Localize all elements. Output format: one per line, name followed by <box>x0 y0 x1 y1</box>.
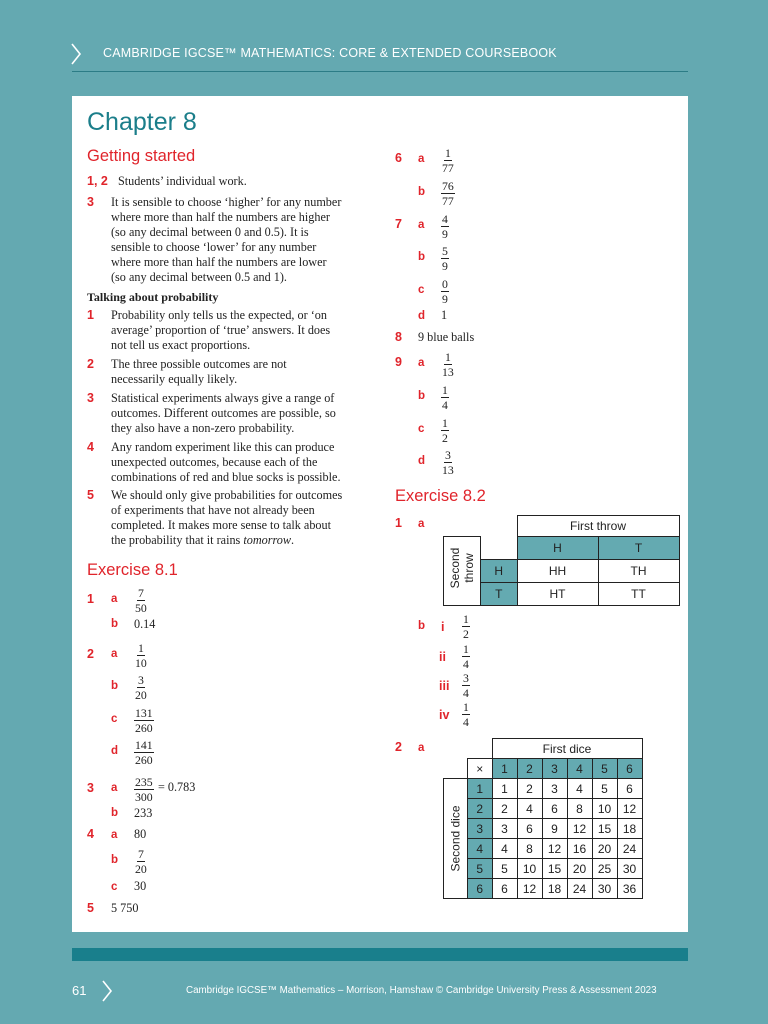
answer-paragraph: Statistical experiments always give a range of outcomes. Different outcomes are possible, so they also have a non-zero probability. <box>111 391 336 435</box>
fraction: $\frac{5}{9}$ <box>442 244 448 273</box>
getting-started-heading: Getting started <box>87 147 196 165</box>
table-cell: 18 <box>617 819 642 839</box>
answer-value: 30 <box>134 879 147 893</box>
table-cell: 6 <box>517 819 542 839</box>
side-header: Second throw <box>444 537 481 606</box>
table-cell: 4 <box>492 839 517 859</box>
part-label: d <box>418 455 426 467</box>
table-cell: 15 <box>542 859 567 879</box>
part-label: a <box>111 782 118 794</box>
part-label: a <box>418 153 425 165</box>
fraction: $\frac{4}{9}$ <box>442 212 448 241</box>
answer-value: = 0.783 <box>158 780 196 794</box>
header-divider <box>72 71 688 72</box>
fraction: $\frac{0}{9}$ <box>442 277 448 306</box>
answer-paragraph: It is sensible to choose ‘higher’ for any number where more than half the numbers are higher (so any decimal between 0 and 0.5). It is sensible to choose ‘lower’ for any number where more than half the numbers are lower (so any decimal between 0.5 and 1). <box>111 195 342 284</box>
corner-symbol: × <box>468 759 493 779</box>
fraction: $\frac{1}{4}$ <box>463 700 469 729</box>
row-header: 2 <box>468 799 493 819</box>
table-cell: 36 <box>617 879 642 899</box>
part-label: a <box>111 829 118 841</box>
table-cell: 18 <box>542 879 567 899</box>
fraction: $\frac{1}{4}$ <box>442 383 448 412</box>
row-header: T <box>481 583 518 606</box>
table-cell: 25 <box>592 859 617 879</box>
talking-heading: Talking about probability <box>87 290 219 304</box>
exercise-8-2-heading: Exercise 8.2 <box>395 487 486 505</box>
col-header: 2 <box>517 759 542 779</box>
part-label: i <box>441 620 445 634</box>
table-cell: 15 <box>592 819 617 839</box>
q-number: 1 <box>87 308 94 322</box>
fraction: $\frac{1}{77}$ <box>442 146 454 175</box>
fraction: $\frac{1}{2}$ <box>463 612 469 641</box>
fraction: $\frac{7}{20}$ <box>135 847 147 876</box>
q-number: 6 <box>395 151 402 165</box>
answer-value: 233 <box>134 806 153 820</box>
table-cell: 30 <box>617 859 642 879</box>
table-cell: 12 <box>542 839 567 859</box>
part-label: b <box>418 251 426 263</box>
q-number: 2 <box>87 357 94 371</box>
fraction: $\frac{7}{50}$ <box>135 586 147 615</box>
table-cell: 12 <box>517 879 542 899</box>
q-number: 2 <box>87 647 94 661</box>
row-header: 5 <box>468 859 493 879</box>
q-number: 8 <box>395 330 402 344</box>
part-label: d <box>111 745 119 757</box>
q-number: 2 <box>395 740 402 754</box>
col-header: 6 <box>617 759 642 779</box>
answer-paragraph: The three possible outcomes are not necessarily equally likely. <box>111 357 287 386</box>
fraction: $\frac{3}{20}$ <box>135 673 147 702</box>
answer-paragraph: Any random experiment like this can produce unexpected outcomes, because each of the combinations of red and blue socks is possible. <box>111 440 341 484</box>
q-number: 4 <box>87 440 94 454</box>
fraction: $\frac{3}{4}$ <box>463 671 469 700</box>
answer-paragraph: Probability only tells us the expected, or ‘on average’ proportion of ‘true’ answers. It does not tell us exact proportions. <box>111 308 331 352</box>
q-number: 1 <box>395 516 402 530</box>
col-header: T <box>598 537 679 560</box>
part-label: a <box>418 219 425 231</box>
chevron-right-icon <box>101 980 113 1002</box>
part-label: a <box>418 518 425 530</box>
footer-band <box>72 948 688 961</box>
answer-value: 80 <box>134 827 147 841</box>
row-header: 3 <box>468 819 493 839</box>
fraction: $\frac{1}{4}$ <box>463 642 469 671</box>
table-cell: 2 <box>492 799 517 819</box>
part-label: b <box>418 390 426 402</box>
fraction: $\frac{1}{13}$ <box>442 350 454 379</box>
table-cell: TT <box>598 583 679 606</box>
q-number: 3 <box>87 195 94 209</box>
part-label: b <box>418 620 426 632</box>
q-number: 7 <box>395 217 402 231</box>
exercise-8-1-heading: Exercise 8.1 <box>87 561 178 579</box>
part-label: c <box>111 881 118 893</box>
table-cell: 4 <box>567 779 592 799</box>
table-header: First dice <box>492 739 642 759</box>
part-label: a <box>111 648 118 660</box>
page-number: 61 <box>72 983 87 998</box>
table-cell: 16 <box>567 839 592 859</box>
table-cell: 30 <box>592 879 617 899</box>
table-cell: 6 <box>542 799 567 819</box>
part-label: a <box>111 593 118 605</box>
table-cell: 6 <box>617 779 642 799</box>
answer-text: Students’ individual work. <box>118 174 247 188</box>
q-number: 5 <box>87 488 94 502</box>
q-number: 3 <box>87 781 94 795</box>
part-label: b <box>111 854 119 866</box>
table-cell: 3 <box>492 819 517 839</box>
part-label: d <box>418 310 426 322</box>
answer-value: 1 <box>441 308 448 322</box>
table-cell: 12 <box>617 799 642 819</box>
part-label: a <box>418 742 425 754</box>
table-cell: TH <box>598 560 679 583</box>
table-cell: 9 <box>542 819 567 839</box>
table-cell: 12 <box>567 819 592 839</box>
table-cell: 24 <box>617 839 642 859</box>
part-label: c <box>418 284 425 296</box>
fraction: $\frac{141}{260}$ <box>135 738 153 767</box>
q-number: 9 <box>395 355 402 369</box>
part-label: b <box>111 680 119 692</box>
answer-value: 9 blue balls <box>418 330 475 344</box>
answer-paragraph: We should only give probabilities for outcomes of experiments that have not already been completed. It makes more sense to talk about the probability that it rains tomorrow. <box>111 488 343 547</box>
table-cell: 2 <box>517 779 542 799</box>
part-label: b <box>111 807 119 819</box>
q-number: 1 <box>87 592 94 606</box>
row-header: 6 <box>468 879 493 899</box>
part-label: iv <box>439 708 450 722</box>
table-cell: 1 <box>492 779 517 799</box>
table-cell: 8 <box>517 839 542 859</box>
fraction: $\frac{1}{10}$ <box>135 641 147 670</box>
table-cell: 5 <box>492 859 517 879</box>
part-label: b <box>111 618 119 630</box>
q-number: 1, 2 <box>87 174 108 188</box>
book-title: CAMBRIDGE IGCSE™ MATHEMATICS: CORE & EXTENDED COURSEBOOK <box>103 46 557 60</box>
part-label: b <box>418 186 426 198</box>
table-cell: HT <box>517 583 598 606</box>
row-header: 1 <box>468 779 493 799</box>
table-cell: 10 <box>592 799 617 819</box>
table-cell: 4 <box>517 799 542 819</box>
part-label: iii <box>439 679 450 693</box>
page-content <box>72 96 688 932</box>
answer-value: 0.14 <box>134 617 156 631</box>
coin-outcome-table <box>443 515 680 606</box>
q-number: 5 <box>87 901 94 915</box>
table-cell: 10 <box>517 859 542 879</box>
fraction: $\frac{1}{2}$ <box>442 416 448 445</box>
part-label: a <box>418 357 425 369</box>
chapter-title: Chapter 8 <box>87 108 197 136</box>
table-cell: 24 <box>567 879 592 899</box>
fraction: $\frac{3}{13}$ <box>442 448 454 477</box>
part-label: c <box>418 423 425 435</box>
answer-value: 5 750 <box>111 901 139 915</box>
dice-product-table <box>443 738 643 899</box>
table-cell: 3 <box>542 779 567 799</box>
table-cell: HH <box>517 560 598 583</box>
col-header: H <box>517 537 598 560</box>
table-cell: 20 <box>567 859 592 879</box>
part-label: ii <box>439 650 446 664</box>
table-cell: 8 <box>567 799 592 819</box>
table-header: First throw <box>517 516 679 537</box>
row-header: H <box>481 560 518 583</box>
q-number: 3 <box>87 391 94 405</box>
side-header: Second dice <box>444 779 468 899</box>
table-cell: 5 <box>592 779 617 799</box>
table-cell: 6 <box>492 879 517 899</box>
copyright-line: Cambridge IGCSE™ Mathematics – Morrison, Hamshaw © Cambridge University Press & Assessment 2023 <box>186 985 657 996</box>
row-header: 4 <box>468 839 493 859</box>
q-number: 4 <box>87 827 94 841</box>
col-header: 1 <box>492 759 517 779</box>
col-header: 5 <box>592 759 617 779</box>
fraction: $\frac{235}{300}$ <box>135 775 153 804</box>
fraction: $\frac{131}{260}$ <box>135 706 153 735</box>
part-label: c <box>111 713 118 725</box>
chevron-right-icon <box>70 43 82 65</box>
fraction: $\frac{76}{77}$ <box>442 179 454 208</box>
table-cell: 20 <box>592 839 617 859</box>
col-header: 4 <box>567 759 592 779</box>
col-header: 3 <box>542 759 567 779</box>
